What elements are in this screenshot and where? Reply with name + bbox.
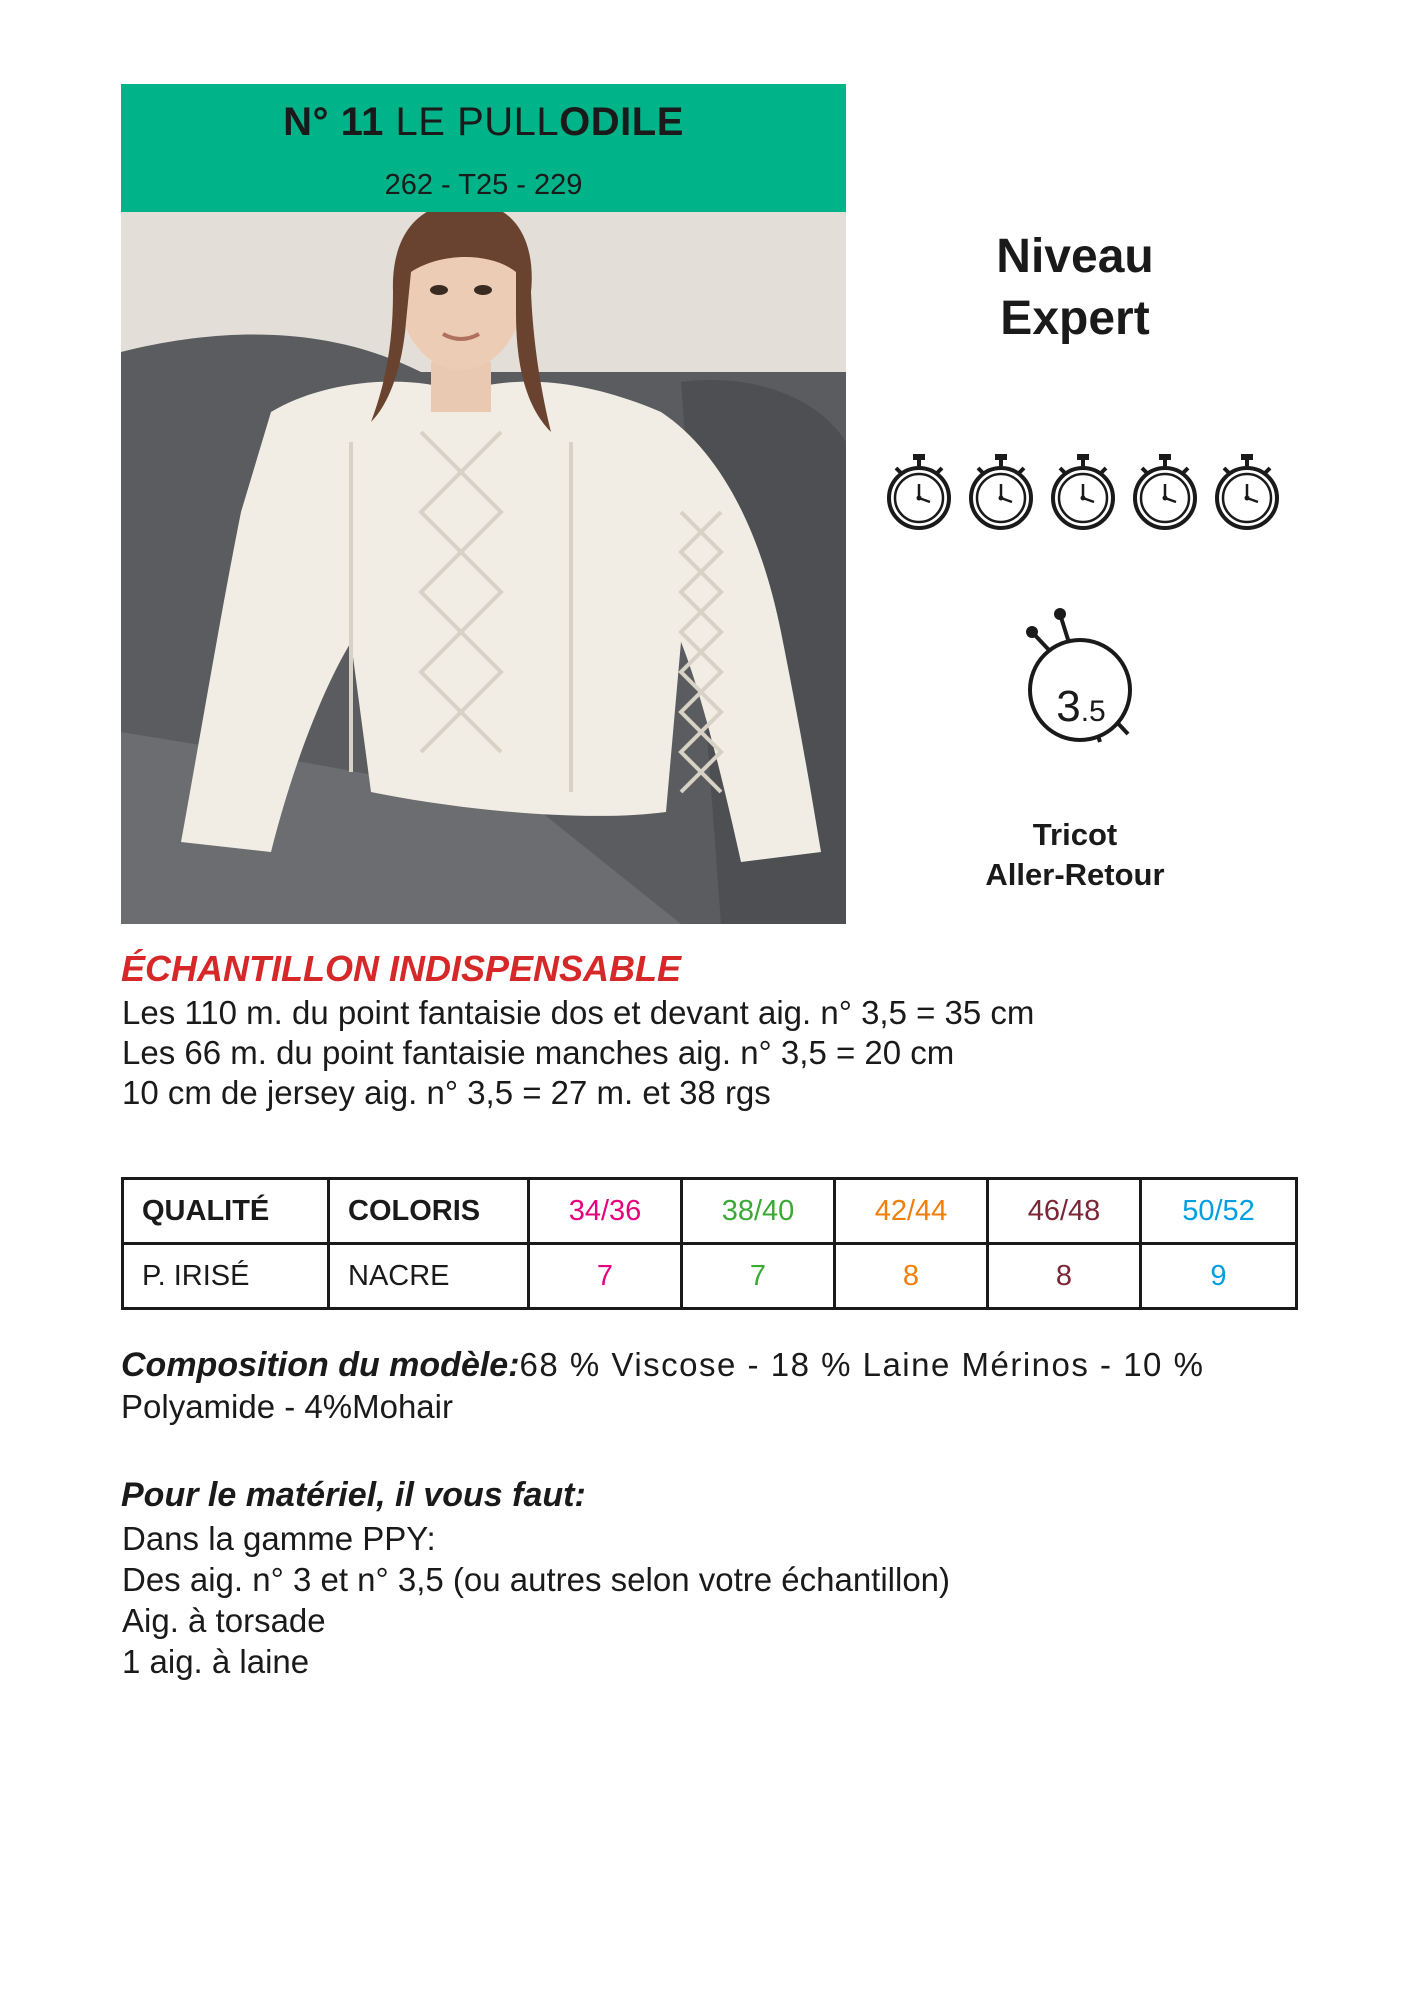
needle-size-decimal: .5 <box>1080 695 1106 728</box>
composition-value: 68 % Viscose - 18 % Laine Mérinos - 10 % <box>519 1346 1205 1383</box>
header-size: 38/40 <box>682 1179 835 1244</box>
model-photo-illustration <box>121 212 846 924</box>
stopwatch-icon <box>1130 452 1200 532</box>
yarn-composition <box>121 1344 1301 1428</box>
pattern-title <box>121 100 846 145</box>
technique-line-2: Aller-Retour <box>985 857 1165 892</box>
difficulty-timers <box>884 452 1284 532</box>
composition-value-cont: Polyamide - 4%Mohair <box>121 1388 453 1425</box>
stopwatch-icon <box>1212 452 1282 532</box>
sample-lines <box>122 993 1034 1113</box>
material-item: 1 aig. à laine <box>122 1643 310 1680</box>
stopwatch-icon <box>1048 452 1118 532</box>
model-photo <box>121 212 846 924</box>
table-header-row <box>123 1179 1297 1244</box>
composition-label: Composition du modèle: <box>121 1346 520 1384</box>
stopwatch-icon <box>884 452 954 532</box>
needle-size-main: 3 <box>1056 682 1081 731</box>
header-quality: QUALITÉ <box>123 1179 329 1244</box>
header-size: 46/48 <box>988 1179 1141 1244</box>
cell-quantity: 7 <box>529 1244 682 1309</box>
table-row <box>123 1244 1297 1309</box>
header-size: 34/36 <box>529 1179 682 1244</box>
pattern-reference: 262 - T25 - 229 <box>384 169 583 201</box>
cell-quantity: 7 <box>682 1244 835 1309</box>
pattern-number: N° 11 <box>283 100 384 144</box>
pattern-name-regular: LE PULL <box>395 100 560 144</box>
header-colour: COLORIS <box>329 1179 529 1244</box>
sample-line: Les 110 m. du point fantaisie dos et devant aig. n° 3,5 = 35 cm <box>122 994 1035 1031</box>
stopwatch-icon <box>966 452 1036 532</box>
difficulty-level <box>900 226 1250 350</box>
knitting-technique <box>930 815 1220 895</box>
pattern-name-bold: ODILE <box>559 100 684 144</box>
cell-colour: NACRE <box>329 1244 529 1309</box>
sample-line: 10 cm de jersey aig. n° 3,5 = 27 m. et 38 rgs <box>122 1074 771 1111</box>
needle-size <box>1036 682 1126 732</box>
material-item: Des aig. n° 3 et n° 3,5 (ou autres selon votre échantillon) <box>122 1561 951 1598</box>
level-label: Niveau <box>996 230 1154 283</box>
material-list <box>122 1518 950 1682</box>
level-value: Expert <box>1000 292 1150 345</box>
header-size: 42/44 <box>835 1179 988 1244</box>
yarn-quantity-table <box>121 1177 1298 1310</box>
cell-quantity: 8 <box>835 1244 988 1309</box>
material-item: Dans la gamme PPY: <box>122 1520 436 1557</box>
cell-quantity: 9 <box>1141 1244 1297 1309</box>
sample-line: Les 66 m. du point fantaisie manches aig. n° 3,5 = 20 cm <box>122 1034 955 1071</box>
material-item: Aig. à torsade <box>122 1602 326 1639</box>
technique-line-1: Tricot <box>1032 817 1118 852</box>
pattern-header <box>121 84 846 212</box>
cell-quantity: 8 <box>988 1244 1141 1309</box>
cell-quality: P. IRISÉ <box>123 1244 329 1309</box>
material-title: Pour le matériel, il vous faut: <box>121 1476 586 1514</box>
sample-title: ÉCHANTILLON INDISPENSABLE <box>121 948 682 989</box>
header-size: 50/52 <box>1141 1179 1297 1244</box>
